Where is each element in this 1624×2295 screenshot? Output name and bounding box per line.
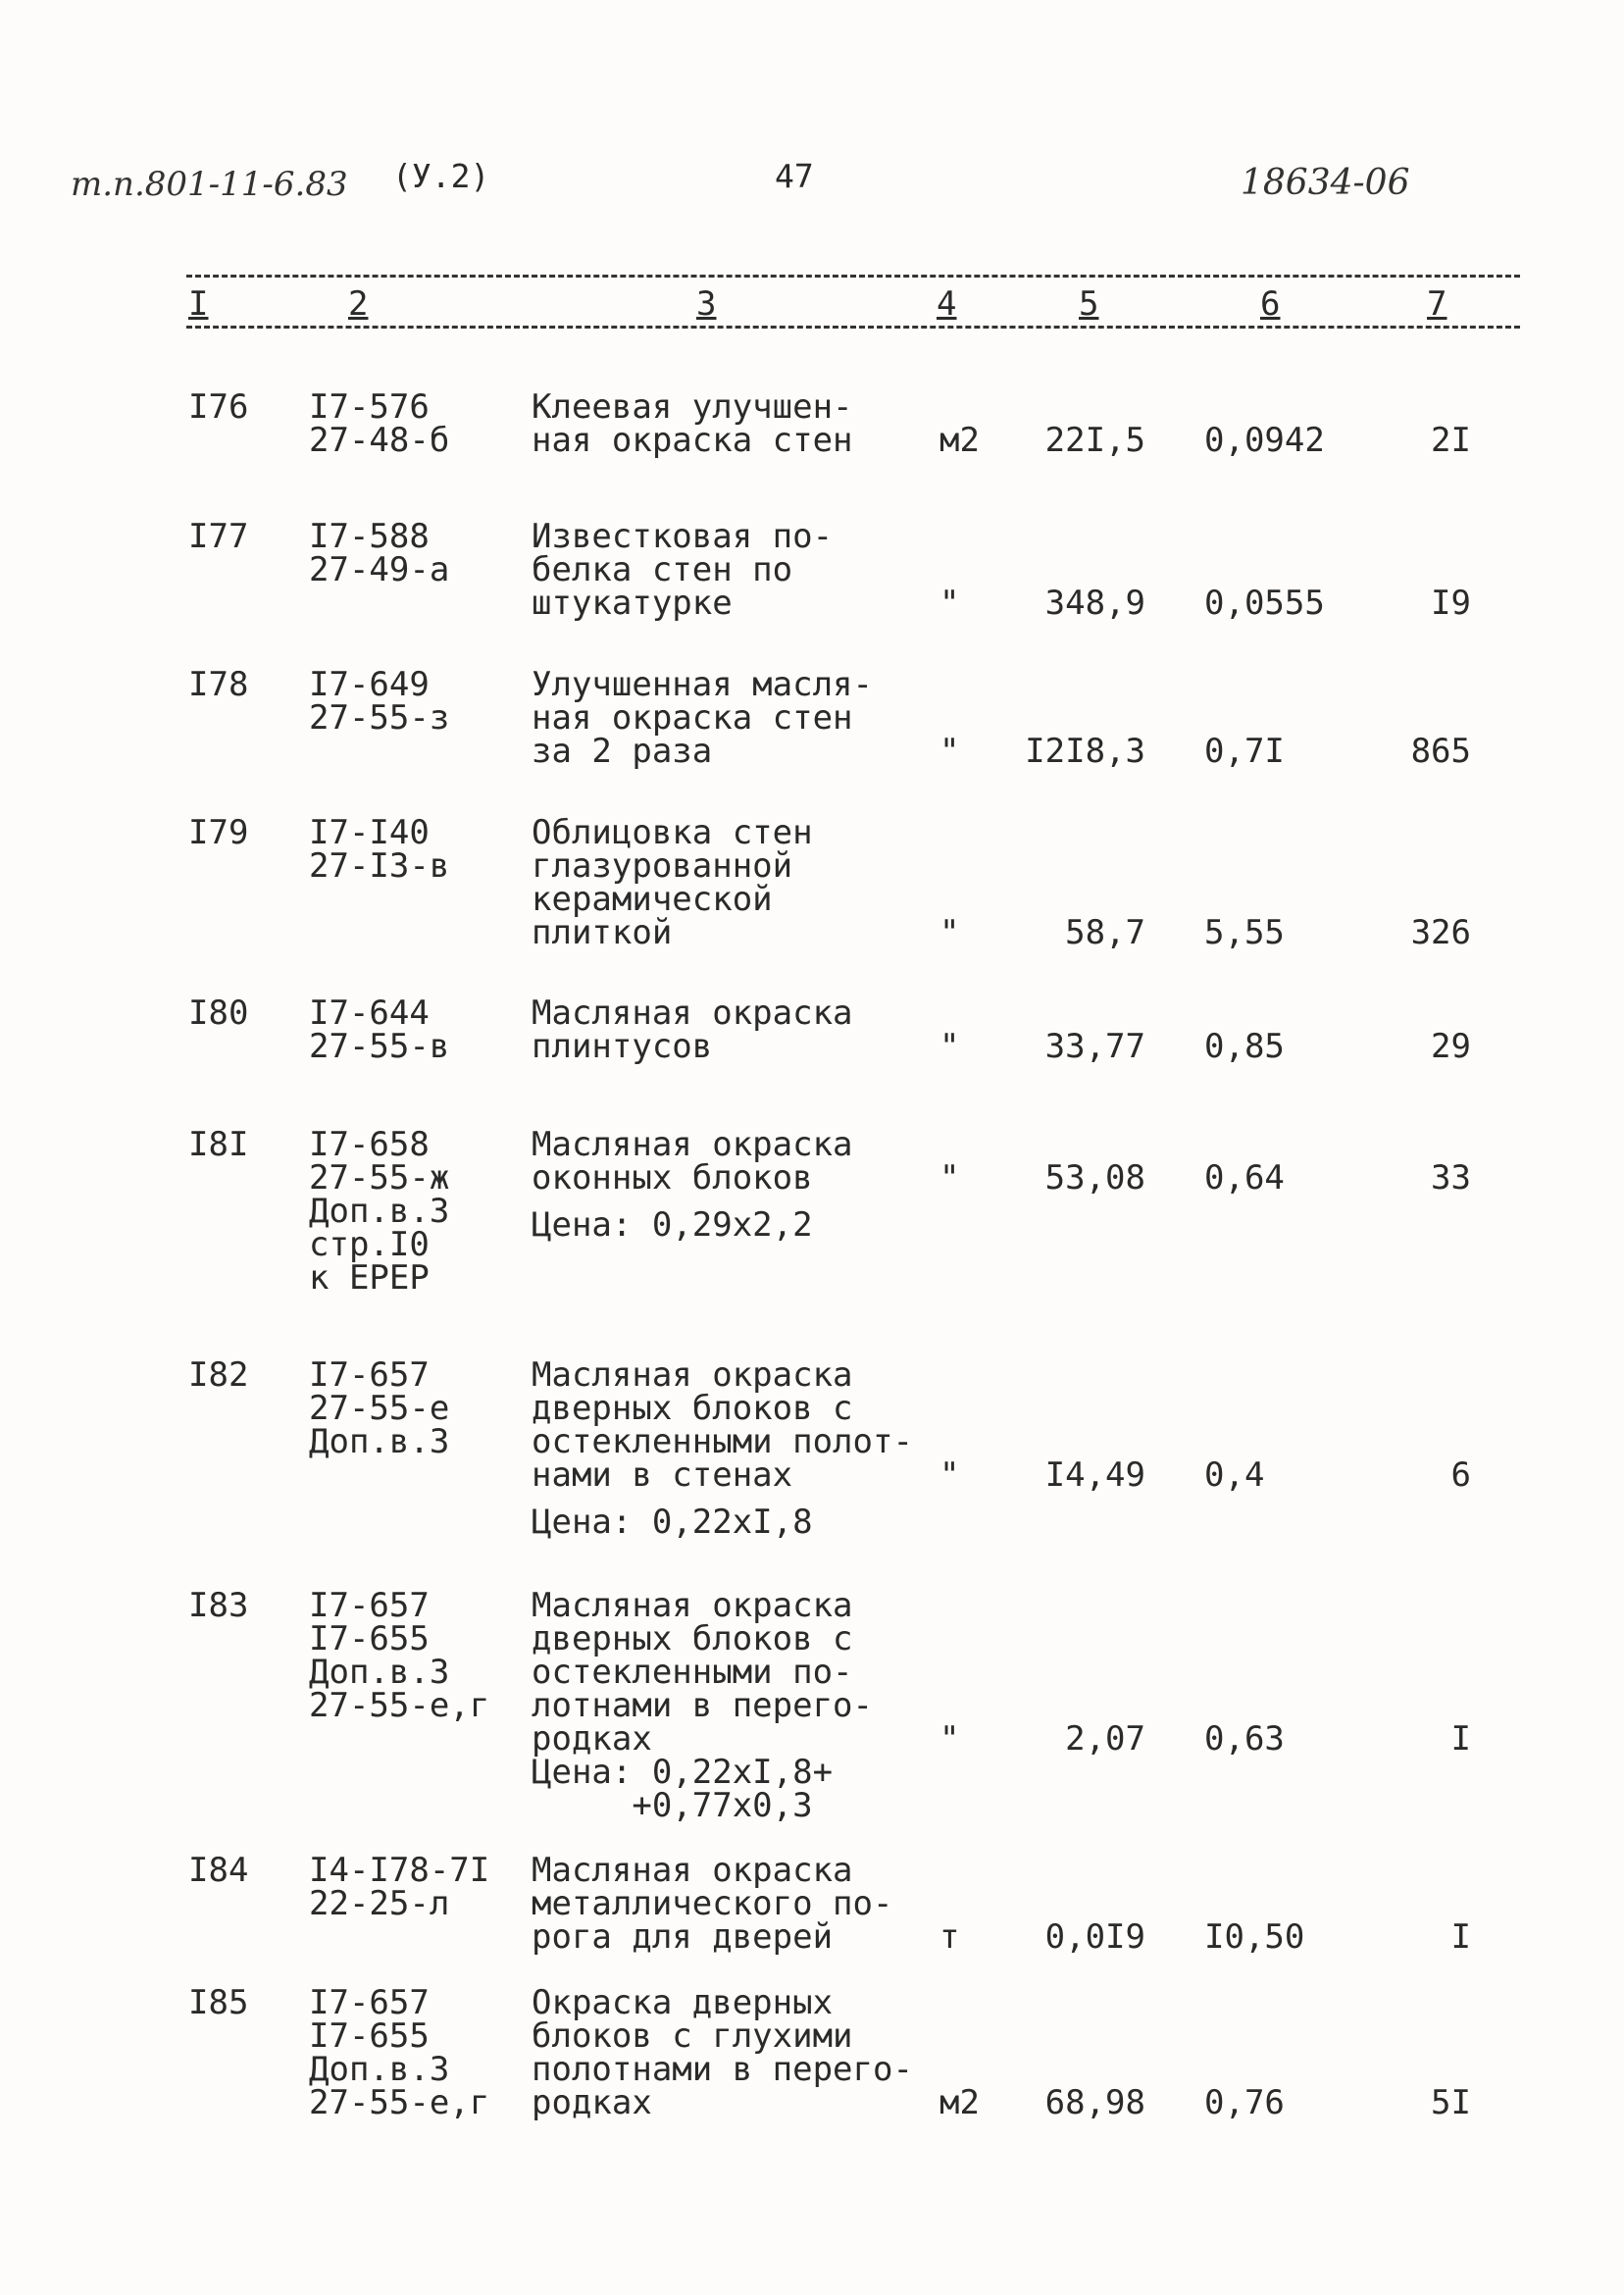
quantity-cell: I4,49	[1044, 1455, 1145, 1495]
norm-code-line: 27-48-б	[309, 421, 450, 460]
work-description-cell	[532, 665, 873, 771]
price-note: Цена: 0,29х2,2	[532, 1205, 813, 1245]
norm-value-cell: 0,85	[1204, 1027, 1285, 1066]
work-description-cell	[532, 1586, 873, 1825]
total-cell: 326	[1410, 913, 1471, 952]
work-description-line: лотнами в перего-	[532, 1686, 873, 1725]
work-description-line: Клеевая улучшен-	[532, 387, 853, 427]
total-cell: I	[1450, 1719, 1471, 1759]
norm-code-line: I7-576	[309, 387, 430, 427]
work-description-line: Масляная окраска	[532, 1851, 853, 1890]
work-description-line: родках	[532, 2083, 652, 2122]
row-number: I76	[188, 387, 249, 427]
work-description-line: штукатурке	[532, 584, 733, 623]
work-description-line: остекленными полот-	[532, 1422, 913, 1461]
norm-value-cell: 0,64	[1204, 1158, 1285, 1198]
column-number: 5	[1079, 284, 1099, 324]
norm-value-cell: 0,76	[1204, 2083, 1285, 2122]
unit-cell: "	[939, 1719, 960, 1759]
work-description-line: Масляная окраска	[532, 1586, 853, 1625]
work-description-line: родках	[532, 1719, 652, 1759]
total-cell: I9	[1431, 584, 1471, 623]
unit-cell: "	[939, 913, 960, 952]
work-description-line: плинтусов	[532, 1027, 713, 1066]
total-cell: 865	[1410, 732, 1471, 771]
norm-value-cell: 0,7I	[1204, 732, 1285, 771]
row-number: I78	[188, 665, 249, 704]
norm-code-cell	[309, 1983, 490, 2122]
work-description-line: дверных блоков с	[532, 1619, 853, 1658]
column-number: 4	[937, 284, 957, 324]
quantity-cell: 2,07	[1065, 1719, 1145, 1759]
total-cell: 29	[1431, 1027, 1471, 1066]
work-description-line: Масляная окраска	[532, 994, 853, 1033]
norm-code-line: к ЕРЕР	[309, 1258, 430, 1298]
norm-code-line: I7-657	[309, 1355, 430, 1395]
norm-value-cell: I0,50	[1204, 1917, 1305, 1957]
norm-code-line: I7-655	[309, 2016, 430, 2056]
work-description-cell	[532, 387, 853, 460]
norm-value-cell: 5,55	[1204, 913, 1285, 952]
norm-code-line: I7-655	[309, 1619, 430, 1658]
norm-code-line: Доп.в.3	[309, 1422, 450, 1461]
norm-code-line: I7-I40	[309, 813, 430, 852]
work-description-cell	[532, 1983, 913, 2122]
quantity-cell: I2I8,3	[1025, 732, 1145, 771]
column-number: 2	[348, 284, 369, 324]
work-description-cell	[532, 1125, 853, 1245]
unit-cell: м2	[939, 2083, 980, 2122]
norm-code-cell	[309, 1586, 490, 1725]
norm-value-cell: 0,63	[1204, 1719, 1285, 1759]
column-number: 3	[696, 284, 717, 324]
norm-code-line: Доп.в.3	[309, 2050, 450, 2089]
norm-code-line: I7-588	[309, 517, 430, 556]
norm-code-line: Доп.в.3	[309, 1653, 450, 1692]
table-top-rule	[186, 275, 1520, 278]
work-description-line: глазурованной	[532, 846, 793, 886]
work-description-line: Окраска дверных	[532, 1983, 834, 2022]
work-description-line: рога для дверей	[532, 1917, 834, 1957]
unit-cell: м2	[939, 421, 980, 460]
quantity-cell: 348,9	[1044, 584, 1145, 623]
column-number: 7	[1427, 284, 1447, 324]
norm-value-cell: 0,4	[1204, 1455, 1265, 1495]
norm-code-line: 27-55-е,г	[309, 1686, 490, 1725]
quantity-cell: 68,98	[1044, 2083, 1145, 2122]
quantity-cell: 0,0I9	[1044, 1917, 1145, 1957]
work-description-line: ная окраска стен	[532, 421, 853, 460]
quantity-cell: 53,08	[1044, 1158, 1145, 1198]
work-description-cell	[532, 1355, 913, 1542]
column-number: 6	[1260, 284, 1281, 324]
unit-cell: "	[939, 1158, 960, 1198]
norm-code-line: 27-55-з	[309, 698, 450, 738]
norm-code-line: стр.I0	[309, 1225, 430, 1264]
total-cell: I	[1450, 1917, 1471, 1957]
work-description-line: Улучшенная масля-	[532, 665, 873, 704]
column-number: I	[188, 284, 209, 324]
work-description-line: Масляная окраска	[532, 1355, 853, 1395]
row-number: I83	[188, 1586, 249, 1625]
norm-code-line: 27-I3-в	[309, 846, 450, 886]
norm-code-cell	[309, 813, 450, 886]
norm-code-cell	[309, 517, 450, 589]
norm-code-cell	[309, 387, 450, 460]
norm-code-line: 27-55-ж	[309, 1158, 450, 1198]
work-description-line: за 2 раза	[532, 732, 713, 771]
unit-cell: т	[939, 1917, 960, 1957]
price-note: Цена: 0,22хI,8	[532, 1503, 813, 1542]
work-description-line: Известковая по-	[532, 517, 834, 556]
row-number: I80	[188, 994, 249, 1033]
total-cell: 2I	[1431, 421, 1471, 460]
row-number: I85	[188, 1983, 249, 2022]
total-cell: 33	[1431, 1158, 1471, 1198]
norm-code-line: I7-657	[309, 1983, 430, 2022]
total-cell: 5I	[1431, 2083, 1471, 2122]
row-number: I84	[188, 1851, 249, 1890]
work-description-line: блоков с глухими	[532, 2016, 853, 2056]
norm-code-line: 27-55-е,г	[309, 2083, 490, 2122]
work-description-line: металлического по-	[532, 1884, 893, 1923]
norm-code-line: I7-649	[309, 665, 430, 704]
work-description-line: Масляная окраска	[532, 1125, 853, 1164]
row-number: I8I	[188, 1125, 249, 1164]
unit-cell: "	[939, 584, 960, 623]
page-number: 47	[775, 157, 814, 195]
norm-value-cell: 0,0942	[1204, 421, 1325, 460]
norm-code-line: Доп.в.3	[309, 1192, 450, 1231]
archive-number: 18634-06	[1241, 163, 1410, 203]
norm-code-line: I7-657	[309, 1586, 430, 1625]
row-number: I82	[188, 1355, 249, 1395]
work-description-line: белка стен по	[532, 550, 793, 589]
norm-code-cell	[309, 1851, 490, 1923]
norm-code-cell	[309, 1355, 450, 1461]
work-description-cell	[532, 1851, 893, 1957]
work-description-line: остекленными по-	[532, 1653, 853, 1692]
norm-code-line: 22-25-л	[309, 1884, 450, 1923]
volume-label: (У.2)	[392, 157, 490, 195]
norm-code-line: 27-55-в	[309, 1027, 450, 1066]
norm-code-cell	[309, 1125, 450, 1298]
unit-cell: "	[939, 732, 960, 771]
work-description-line: Цена: 0,22хI,8+	[532, 1753, 834, 1792]
work-description-cell	[532, 994, 853, 1066]
work-description-line: нами в стенах	[532, 1455, 793, 1495]
norm-code-line: I7-644	[309, 994, 430, 1033]
work-description-cell	[532, 813, 813, 952]
unit-cell: "	[939, 1027, 960, 1066]
work-description-line: керамической	[532, 880, 773, 919]
norm-code-cell	[309, 665, 450, 738]
work-description-line: ная окраска стен	[532, 698, 853, 738]
table-head-rule	[186, 326, 1520, 329]
row-number: I79	[188, 813, 249, 852]
norm-code-cell	[309, 994, 450, 1066]
norm-code-line: 27-49-а	[309, 550, 450, 589]
norm-code-line: I4-I78-7I	[309, 1851, 490, 1890]
norm-code-line: I7-658	[309, 1125, 430, 1164]
row-number: I77	[188, 517, 249, 556]
document-code: т.п.801-11-6.83	[71, 165, 348, 204]
work-description-line: Облицовка стен	[532, 813, 813, 852]
work-description-line: полотнами в перего-	[532, 2050, 913, 2089]
norm-code-line: 27-55-е	[309, 1389, 450, 1428]
unit-cell: "	[939, 1455, 960, 1495]
norm-value-cell: 0,0555	[1204, 584, 1325, 623]
work-description-line: плиткой	[532, 913, 673, 952]
quantity-cell: 33,77	[1044, 1027, 1145, 1066]
work-description-line: дверных блоков с	[532, 1389, 853, 1428]
total-cell: 6	[1450, 1455, 1471, 1495]
quantity-cell: 22I,5	[1044, 421, 1145, 460]
work-description-line: +0,77х0,3	[532, 1786, 813, 1825]
quantity-cell: 58,7	[1065, 913, 1145, 952]
work-description-cell	[532, 517, 834, 623]
work-description-line: оконных блоков	[532, 1158, 813, 1198]
